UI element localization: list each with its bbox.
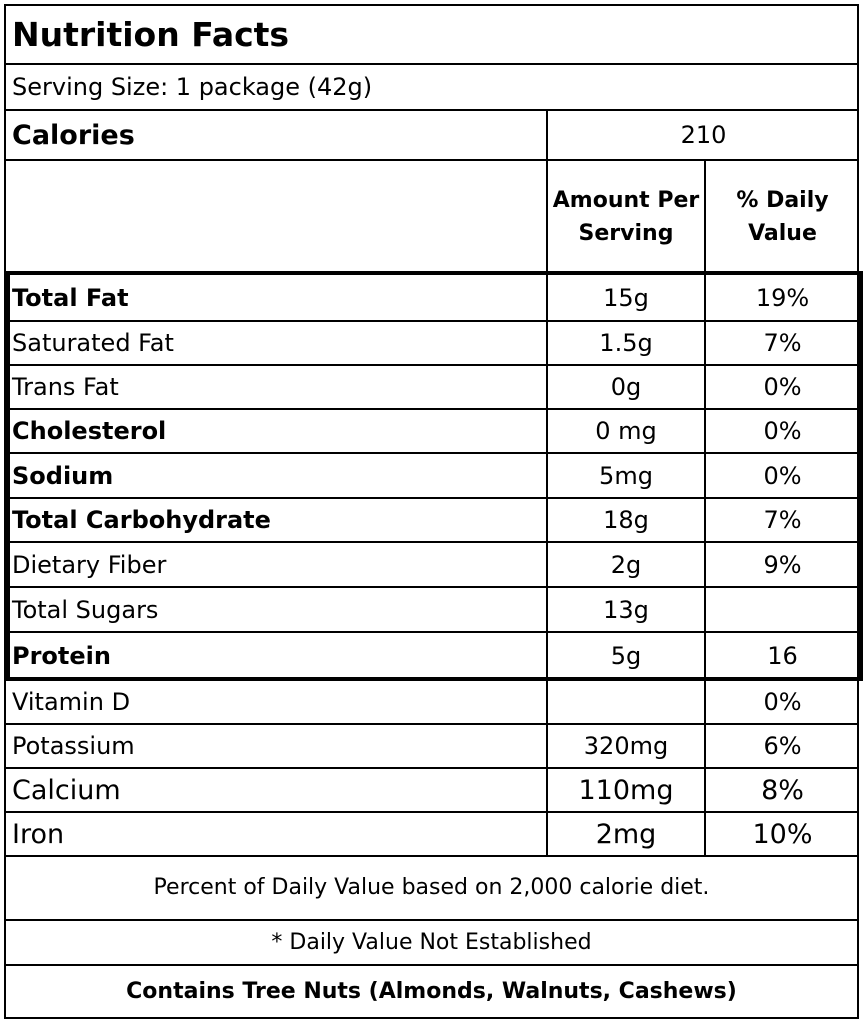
nutrient-amount: 1.5g	[546, 322, 704, 364]
nutrient-row	[6, 543, 857, 588]
vitamin-amount: 2mg	[546, 813, 704, 855]
header-blank	[6, 161, 546, 273]
nutrient-row	[6, 633, 857, 679]
daily-value-header: % Daily Value	[704, 161, 859, 273]
nutrient-name: Total Fat	[12, 283, 129, 312]
nutrient-amount: 13g	[546, 588, 704, 631]
vitamin-daily-value: 10%	[704, 813, 859, 855]
nutrient-daily-value: 9%	[704, 543, 859, 586]
nutrient-daily-value	[704, 588, 859, 631]
nutrient-name: Protein	[12, 642, 111, 670]
nutrient-name: Total Carbohydrate	[12, 506, 271, 534]
allergen-statement: Contains Tree Nuts (Almonds, Walnuts, Cashews)	[126, 979, 737, 1004]
nutrient-amount: 0g	[546, 366, 704, 408]
vitamin-name: Iron	[12, 818, 65, 850]
vitamin-name: Calcium	[12, 774, 121, 806]
vitamin-row	[6, 725, 857, 769]
vitamin-row	[6, 681, 857, 725]
vitamin-daily-value: 0%	[704, 681, 859, 723]
label-title: Nutrition Facts	[12, 15, 290, 54]
vitamin-row	[6, 769, 857, 813]
nutrient-daily-value: 16	[704, 633, 859, 679]
nutrient-amount: 15g	[546, 275, 704, 320]
nutrient-amount: 0 mg	[546, 410, 704, 452]
nutrient-amount: 18g	[546, 499, 704, 541]
nutrient-row	[6, 588, 857, 633]
serving-size: Serving Size: 1 package (42g)	[12, 73, 373, 101]
nutrient-row	[6, 499, 857, 543]
footnote-row-2	[6, 921, 857, 966]
nutrient-amount: 5g	[546, 633, 704, 679]
calories-row	[6, 111, 857, 161]
amount-per-serving-header: Amount Per Serving	[546, 161, 704, 273]
nutrient-name: Cholesterol	[12, 417, 167, 445]
nutrient-row	[6, 454, 857, 499]
daily-value-basis-note: Percent of Daily Value based on 2,000 calorie diet.	[153, 874, 710, 900]
nutrient-row	[6, 366, 857, 410]
nutrient-daily-value: 0%	[704, 410, 859, 452]
title-row	[6, 6, 857, 65]
nutrient-row	[6, 275, 857, 322]
vitamin-name: Vitamin D	[12, 688, 131, 716]
calories-value: 210	[546, 111, 859, 159]
nutrient-name: Sodium	[12, 461, 114, 490]
vitamin-row	[6, 813, 857, 857]
vitamin-name: Potassium	[12, 732, 135, 760]
calories-label: Calories	[12, 119, 135, 151]
nutrient-daily-value: 0%	[704, 454, 859, 497]
nutrient-row	[6, 410, 857, 454]
nutrient-name: Total Sugars	[12, 595, 159, 624]
nutrient-daily-value: 19%	[704, 275, 859, 320]
nutrient-amount: 5mg	[546, 454, 704, 497]
vitamin-daily-value: 6%	[704, 725, 859, 767]
nutrient-name: Trans Fat	[12, 373, 119, 401]
nutrient-name: Dietary Fiber	[12, 550, 167, 579]
nutrient-name: Saturated Fat	[12, 329, 174, 357]
nutrient-daily-value: 0%	[704, 366, 859, 408]
nutrient-row	[6, 322, 857, 366]
column-header-row	[6, 161, 857, 273]
vitamin-amount: 110mg	[546, 769, 704, 811]
serving-size-row	[6, 65, 857, 111]
vitamin-amount	[546, 681, 704, 723]
not-established-note: * Daily Value Not Established	[271, 930, 592, 955]
footnote-row-1	[6, 855, 857, 921]
nutrient-daily-value: 7%	[704, 322, 859, 364]
footnote-row-3	[6, 966, 857, 1017]
nutrient-amount: 2g	[546, 543, 704, 586]
nutrition-facts-label	[4, 4, 859, 1019]
nutrient-daily-value: 7%	[704, 499, 859, 541]
vitamin-daily-value: 8%	[704, 769, 859, 811]
vitamin-amount: 320mg	[546, 725, 704, 767]
